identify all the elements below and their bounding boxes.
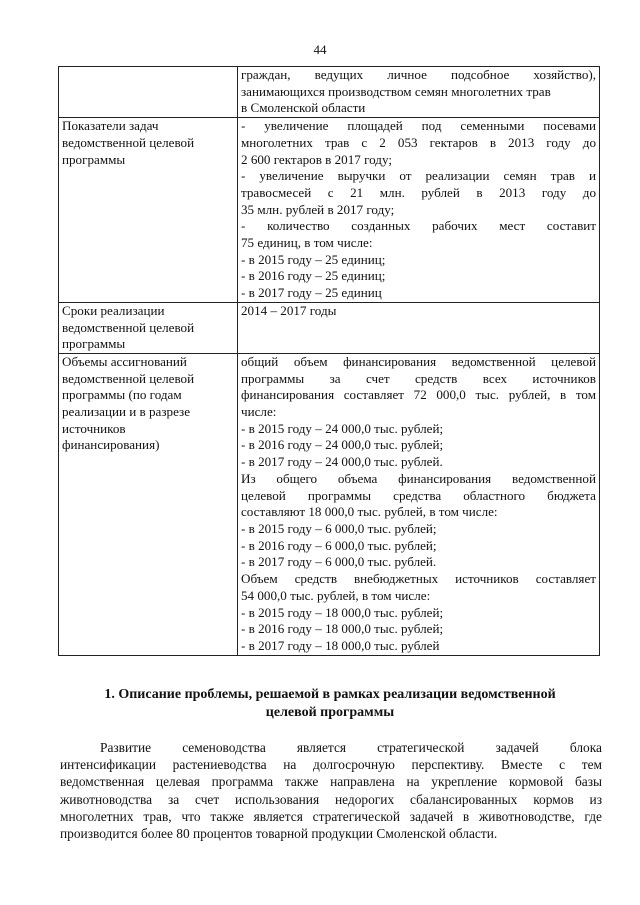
row-label-cell <box>59 302 238 353</box>
value-line: - в 2017 году – 18 000,0 тыс. рублей <box>241 637 440 653</box>
label-line: ведомственной целевой <box>62 319 195 335</box>
value-line: - в 2016 году – 24 000,0 тыс. рублей; <box>241 437 444 453</box>
label-line: Объемы ассигнований <box>62 353 187 369</box>
value-line: - в 2017 году – 24 000,0 тыс. рублей. <box>241 454 443 470</box>
row-label-cell <box>59 67 238 118</box>
row-value-cell <box>238 67 600 118</box>
label-line: Показатели задач <box>62 118 159 134</box>
value-line: составляют 18 000,0 тыс. рублей, в том числе: <box>241 504 498 520</box>
value-line: Из общего объема финансирования ведомственной <box>241 470 596 486</box>
value-line: занимающихся производством семян многолетних трав <box>241 83 551 99</box>
value-line: - в 2017 году – 25 единиц <box>241 285 382 301</box>
value-line: - в 2015 году – 25 единиц; <box>241 251 386 267</box>
value-line: программы за счет средств всех источников <box>241 370 596 386</box>
value-line: общий объем финансирования ведомственной целевой <box>241 353 596 369</box>
table-row <box>59 67 600 118</box>
label-line: ведомственной целевой <box>62 370 195 386</box>
value-line: 75 единиц, в том числе: <box>241 235 373 251</box>
label-line: Сроки реализации <box>62 302 165 318</box>
value-line: - в 2017 году – 6 000,0 тыс. рублей. <box>241 554 437 570</box>
section-paragraph <box>60 739 602 842</box>
row-value-cell <box>238 353 600 655</box>
value-line: - в 2016 году – 25 единиц; <box>241 268 386 284</box>
paragraph-line: производится более 80 процентов товарной продукции Смоленской области. <box>60 826 498 842</box>
row-label-cell <box>59 118 238 303</box>
table-row <box>59 118 600 303</box>
value-line: - увеличение выручки от реализации семян трав и <box>241 168 596 184</box>
row-value-cell <box>238 118 600 303</box>
label-line: реализации и в разрезе <box>62 404 191 420</box>
value-line: - в 2015 году – 24 000,0 тыс. рублей; <box>241 420 444 436</box>
value-line: - в 2015 году – 6 000,0 тыс. рублей; <box>241 520 437 536</box>
paragraph-line: ведомственная целевая программа также направлена на укрепление кормовой базы <box>60 774 602 790</box>
row-label-cell <box>59 353 238 655</box>
value-line: Объем средств внебюджетных источников составляет <box>241 571 596 587</box>
label-line: программы <box>62 151 126 167</box>
value-line: граждан, ведущих личное подсобное хозяйство), <box>241 67 596 82</box>
value-line: - в 2016 году – 6 000,0 тыс. рублей; <box>241 537 437 553</box>
value-line: 2 600 гектаров в 2017 году; <box>241 151 392 167</box>
value-line: - увеличение площадей под семенными посевами <box>241 118 596 134</box>
value-line: многолетних трав с 2 053 гектаров в 2013 году до <box>241 134 596 150</box>
value-line: целевой программы средства областного бюджета <box>241 487 596 503</box>
value-line: - в 2015 году – 18 000,0 тыс. рублей; <box>241 604 444 620</box>
heading-line: целевой программы <box>265 704 395 720</box>
paragraph-line: Развитие семеноводства является стратегической задачей блока <box>100 740 602 755</box>
value-line: травосмесей с 21 млн. рублей в 2013 году до <box>241 184 596 200</box>
table-row <box>59 302 600 353</box>
value-line: 54 000,0 тыс. рублей, в том числе: <box>241 587 431 603</box>
value-line: - количество созданных рабочих мест составит <box>241 218 596 234</box>
row-value-cell <box>238 302 600 353</box>
table-row <box>59 353 600 655</box>
value-line: в Смоленской области <box>241 100 366 116</box>
label-line: программы <box>62 336 126 352</box>
label-line: источников <box>62 420 126 436</box>
page-number: 44 <box>313 42 327 57</box>
label-line: финансирования) <box>62 437 160 453</box>
value-line: числе: <box>241 404 277 420</box>
value-line: финансирования составляет 72 000,0 тыс. рублей, в том <box>241 387 596 403</box>
value-line: 35 млн. рублей в 2017 году; <box>241 201 395 217</box>
section-heading <box>80 686 580 721</box>
label-line: программы (по годам <box>62 387 182 403</box>
paragraph-line: животноводства за счет использования недорогих сбалансированных кормов из <box>60 791 602 807</box>
value-line: 2014 – 2017 годы <box>241 302 337 318</box>
value-line: - в 2016 году – 18 000,0 тыс. рублей; <box>241 621 444 637</box>
heading-line: 1. Описание проблемы, решаемой в рамках реализации ведомственной <box>104 687 556 702</box>
paragraph-line: многолетних трав, что также является стратегической задачей в животноводстве, где <box>60 808 602 824</box>
paragraph-line: интенсификации растениеводства на долгосрочную перспективу. Вместе с тем <box>60 757 602 773</box>
program-passport-table <box>58 66 600 656</box>
label-line: ведомственной целевой <box>62 134 195 150</box>
